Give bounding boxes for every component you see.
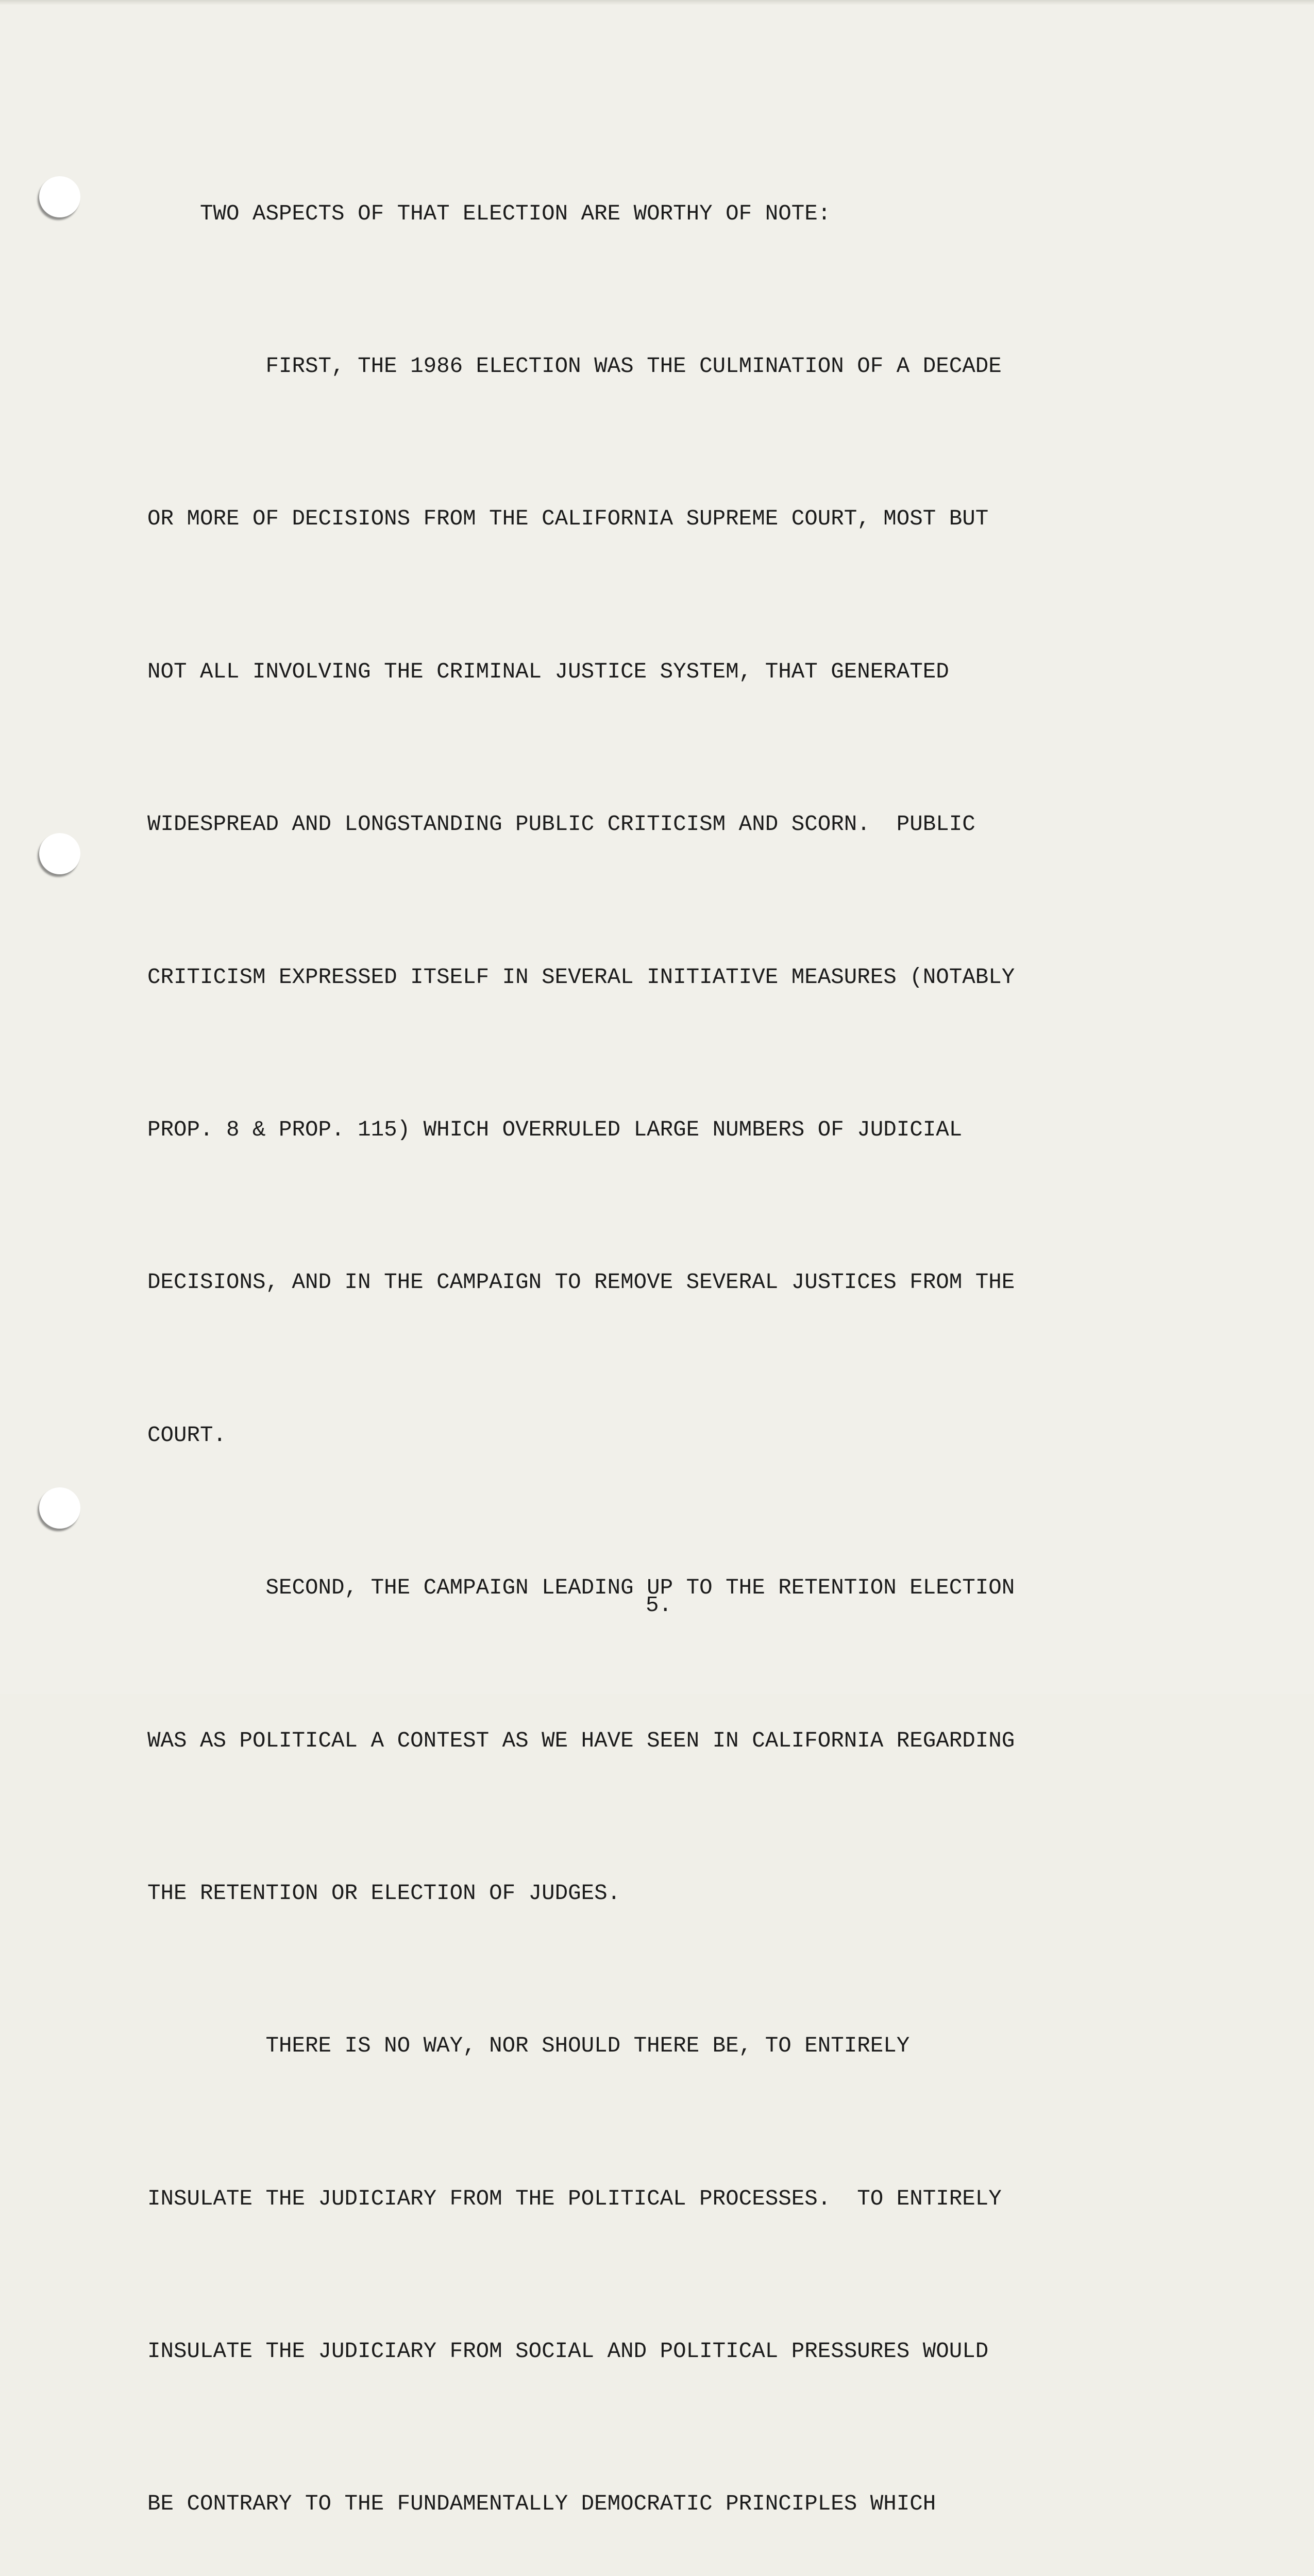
text-line: FIRST, THE 1986 ELECTION WAS THE CULMINATION OF A DECADE [147,353,1002,379]
text-line: NOT ALL INVOLVING THE CRIMINAL JUSTICE SYSTEM, THAT GENERATED [147,659,949,684]
text-line: COURT. [147,1422,227,1448]
body-text [147,87,1178,2576]
punch-hole-middle [39,833,80,874]
page-top-edge [0,0,1314,5]
text-line: WIDESPREAD AND LONGSTANDING PUBLIC CRITICISM AND SCORN. PUBLIC [147,812,975,837]
text-line: TWO ASPECTS OF THAT ELECTION ARE WORTHY OF NOTE: [147,201,831,226]
page-number: 5. [646,1593,672,1618]
text-line: PROP. 8 & PROP. 115) WHICH OVERRULED LARGE NUMBERS OF JUDICIAL [147,1117,963,1142]
text-line: INSULATE THE JUDICIARY FROM THE POLITICAL PROCESSES. TO ENTIRELY [147,2186,1002,2211]
punch-hole-top [39,176,80,217]
text-line: CRITICISM EXPRESSED ITSELF IN SEVERAL INITIATIVE MEASURES (NOTABLY [147,964,1015,990]
text-line: DECISIONS, AND IN THE CAMPAIGN TO REMOVE SEVERAL JUSTICES FROM THE [147,1270,1015,1295]
text-line: SECOND, THE CAMPAIGN LEADING UP TO THE RETENTION ELECTION [147,1575,1015,1601]
text-line: THE RETENTION OR ELECTION OF JUDGES. [147,1880,621,1906]
text-line: WAS AS POLITICAL A CONTEST AS WE HAVE SEEN IN CALIFORNIA REGARDING [147,1728,1015,1753]
punch-hole-bottom [39,1487,80,1529]
text-line: INSULATE THE JUDICIARY FROM SOCIAL AND POLITICAL PRESSURES WOULD [147,2339,989,2364]
text-line: THERE IS NO WAY, NOR SHOULD THERE BE, TO ENTIRELY [147,2033,910,2059]
text-line: OR MORE OF DECISIONS FROM THE CALIFORNIA SUPREME COURT, MOST BUT [147,506,989,532]
text-line: BE CONTRARY TO THE FUNDAMENTALLY DEMOCRATIC PRINCIPLES WHICH [147,2492,936,2517]
